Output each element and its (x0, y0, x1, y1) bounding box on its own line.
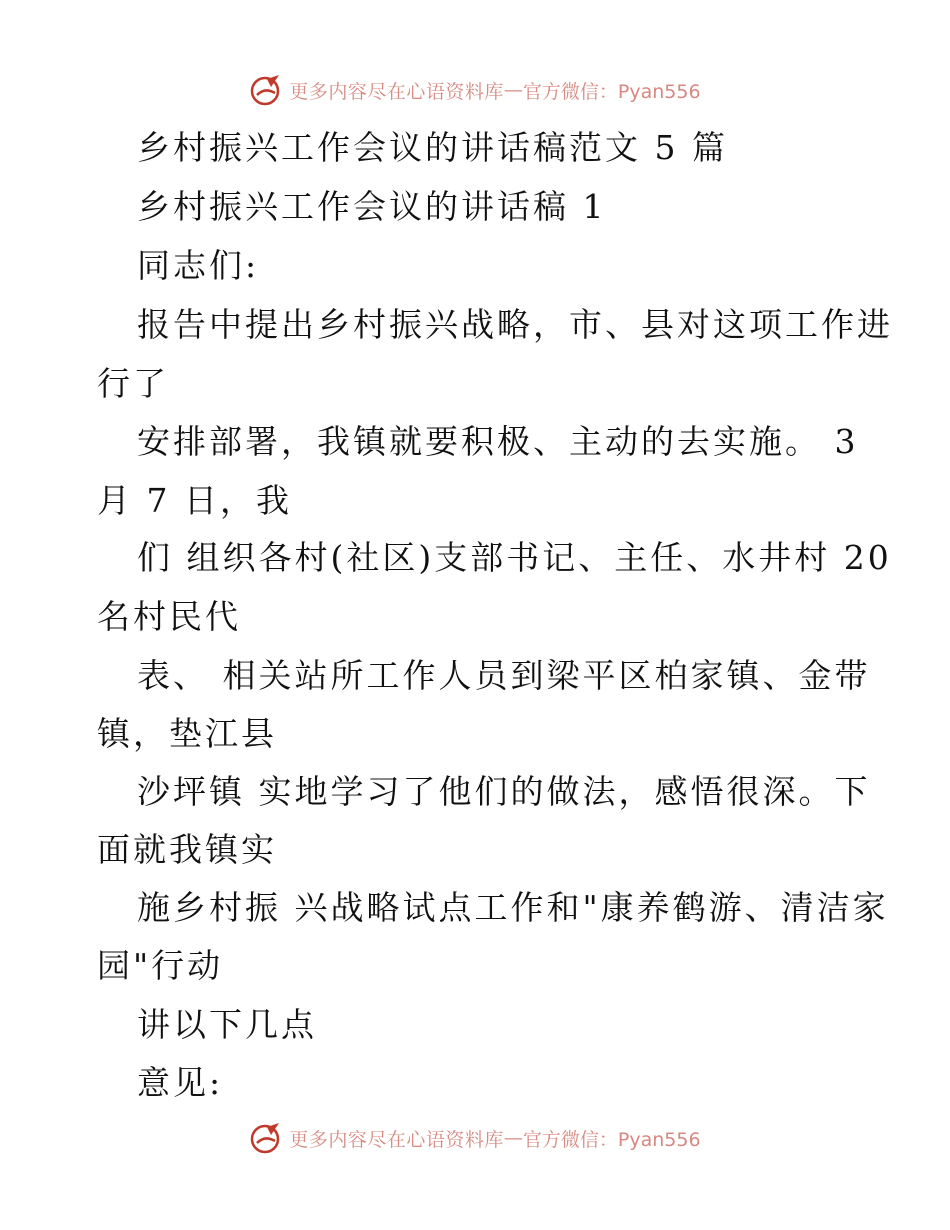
header-banner-text: 更多内容尽在心语资料库 (289, 80, 504, 103)
paragraph-line: 施乡村振 兴战略试点工作和"康养鹤游、清洁家 (137, 888, 889, 927)
header-banner-separator: — (503, 79, 523, 101)
paragraph-line: 面就我镇实 (97, 830, 277, 869)
footer-banner-wechat: 官方微信：Pyan556 (522, 1128, 701, 1151)
header-banner-wechat: 官方微信：Pyan556 (522, 80, 701, 103)
paragraph-line: 沙坪镇 实地学习了他们的做法，感悟很深。下 (137, 772, 871, 811)
salutation: 同志们: (137, 246, 260, 285)
paragraph-line: 表、 相关站所工作人员到梁平区柏家镇、金带 (137, 656, 871, 695)
paragraph-line: 讲以下几点 (137, 1005, 317, 1044)
paragraph-line: 月 7 日，我 (97, 481, 292, 520)
paragraph-line: 行了 (97, 364, 169, 403)
paragraph-line: 镇，垫江县 (97, 714, 277, 753)
footer-banner (0, 1118, 950, 1158)
paragraph-line: 们 组织各村(社区)支部书记、主任、水井村 20 (137, 538, 892, 577)
document-subtitle: 乡村振兴工作会议的讲话稿 1 (137, 187, 607, 226)
footer-banner-text: 更多内容尽在心语资料库 (289, 1128, 504, 1151)
paragraph-line: 名村民代 (97, 597, 241, 636)
paragraph-line: 报告中提出乡村振兴战略，市、县对这项工作进 (137, 305, 893, 344)
paragraph-line: 安排部署，我镇就要积极、主动的去实施。 3 (137, 422, 859, 461)
paragraph-line: 意见: (137, 1063, 224, 1102)
book-quill-logo-icon (249, 1121, 283, 1155)
document-title: 乡村振兴工作会议的讲话稿范文 5 篇 (137, 128, 728, 167)
footer-banner-separator: — (503, 1127, 523, 1149)
paragraph-line: 园"行动 (97, 946, 224, 985)
